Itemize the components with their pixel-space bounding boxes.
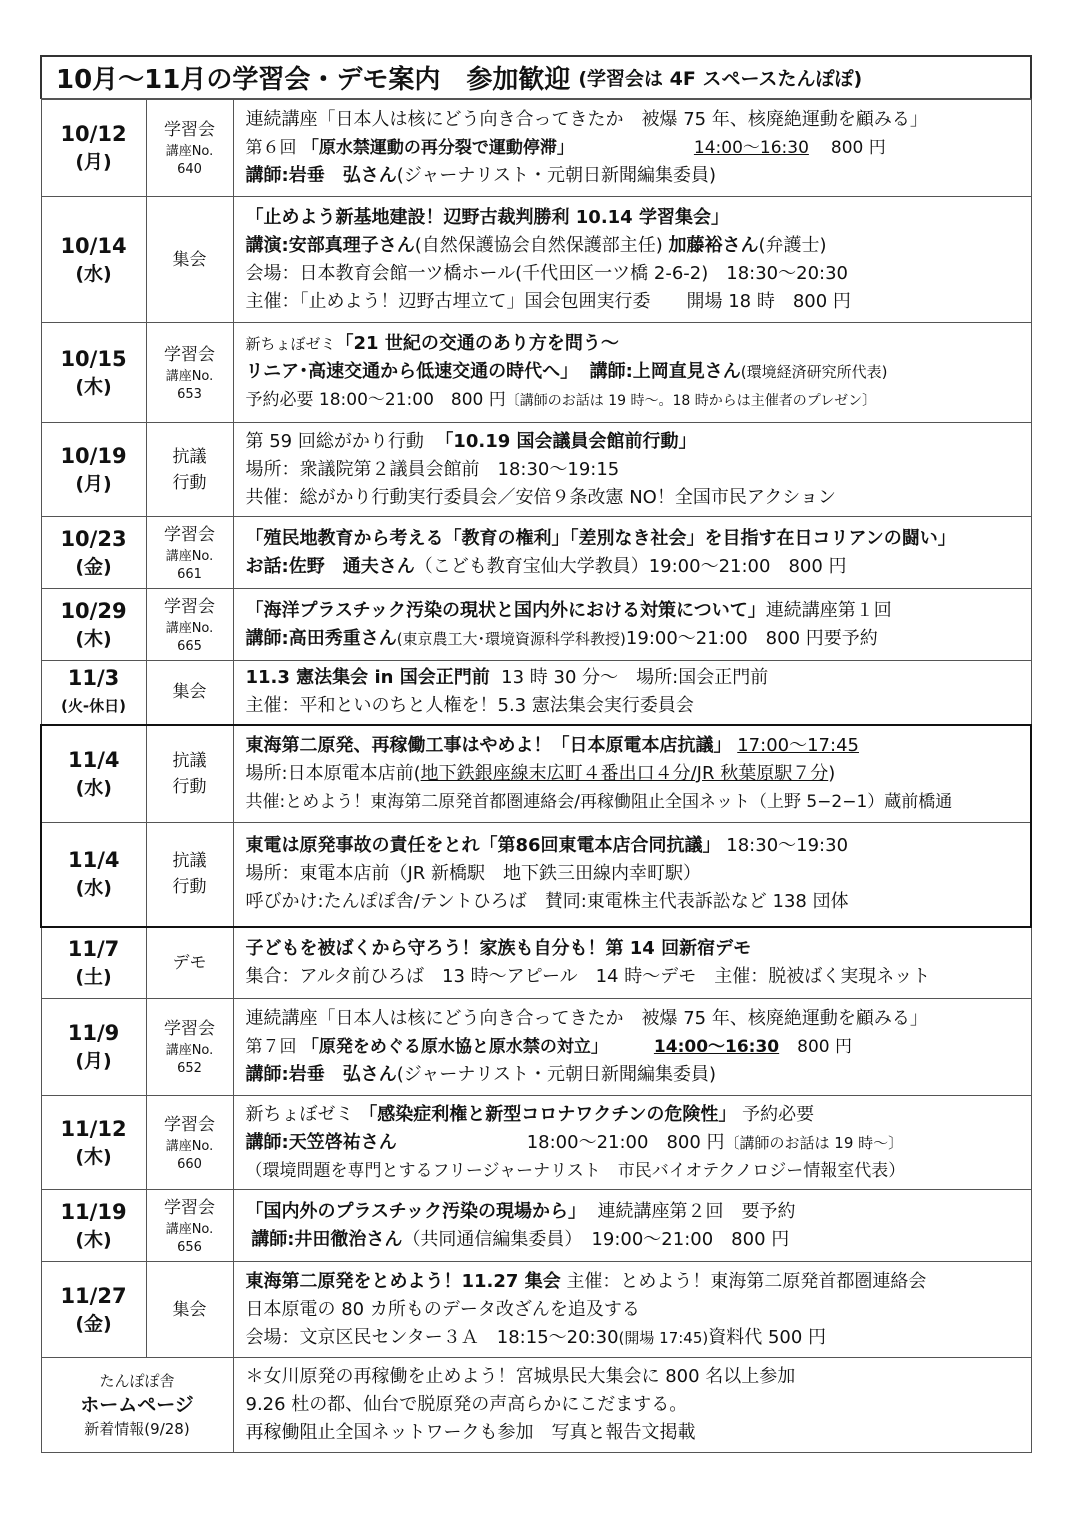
- event-details: 新ちょぼゼミ 「感染症利権と新型コロナワクチンの危険性」 予約必要 講師:天笠啓祐さん 18:00～21:00 800 円〔講師のお話は 19 時～〕 （環境問題を専門とするフリージャーナリスト 市民バイオテクノロジー情報室代表）: [233, 1096, 1031, 1190]
- event-type: デモ: [146, 927, 233, 999]
- event-details: 東海第二原発、再稼働工事はやめよ！「日本原電本店抗議」 17:00～17:45 場所:日本原電本店前(地下鉄銀座線末広町４番出口４分/JR 秋葉原駅７分) 共催:とめよう！東海第二原発首都圏連絡会/再稼働阻止全国ネット（上野 5−2−1）蔵前橋通: [233, 725, 1031, 823]
- event-date: 11/27 (金): [41, 1262, 146, 1358]
- event-date: 10/14 (水): [41, 197, 146, 323]
- org-name: たんぽぽ舎: [99, 1372, 175, 1390]
- event-type: 学習会 講座No. 652: [146, 999, 233, 1096]
- event-date: 11/4 (水): [41, 725, 146, 823]
- event-details: 東海第二原発をとめよう！11.27 集会 主催：とめよう！東海第二原発首都圏連絡会 日本原電の 80 カ所ものデータ改ざんを追及する 会場：文京区民センター３Ａ 18:15～20:30(開場 17:45)資料代 500 円: [233, 1262, 1031, 1358]
- event-table: [40, 99, 1032, 1453]
- event-details: 「海洋プラスチック汚染の現状と国内外における対策について」連続講座第１回 講師:高田秀重さん(東京農工大･環境資源科学科教授)19:00～21:00 800 円要予約: [233, 589, 1031, 661]
- event-details: 東電は原発事故の責任をとれ「第86回東電本店合同抗議」 18:30～19:30 場所：東電本店前（JR 新橋駅 地下鉄三田線内幸町駅） 呼びかけ:たんぽぽ舎/テントひろば 賛同:東電株主代表訴訟など 138 団体: [233, 823, 1031, 927]
- event-row: [41, 1190, 1031, 1262]
- event-type: 集会: [146, 661, 233, 725]
- event-type: 学習会 講座No. 653: [146, 323, 233, 423]
- event-date: 10/19 (月): [41, 423, 146, 517]
- event-details: 連続講座「日本人は核にどう向き合ってきたか 被爆 75 年、核廃絶運動を顧みる」 第６回 「原水禁運動の再分裂で運動停滞」 14:00～16:30 800 円 講師:岩垂 弘さん(ジャーナリスト・元朝日新聞編集委員): [233, 100, 1031, 197]
- event-details: 第 59 回総がかり行動 「10.19 国会議員会館前行動」 場所：衆議院第２議員会館前 18:30～19:15 共催：総がかり行動実行委員会／安倍９条改憲 NO！全国市民アクション: [233, 423, 1031, 517]
- event-row: [41, 517, 1031, 589]
- event-type: 集会: [146, 1262, 233, 1358]
- event-details: 連続講座「日本人は核にどう向き合ってきたか 被爆 75 年、核廃絶運動を顧みる」 第７回 「原発をめぐる原水協と原水禁の対立」 14:00～16:30 800 円 講師:岩垂 弘さん(ジャーナリスト・元朝日新聞編集委員): [233, 999, 1031, 1096]
- event-type: 抗議 行動: [146, 725, 233, 823]
- event-type: 学習会 講座No. 656: [146, 1190, 233, 1262]
- event-type: 学習会 講座No. 665: [146, 589, 233, 661]
- title-subtitle: (学習会は 4F スペースたんぽぽ): [578, 68, 863, 90]
- event-row: [41, 100, 1031, 197]
- event-row: [41, 661, 1031, 725]
- news-details: ＊女川原発の再稼働を止めよう！宮城県民大集会に 800 名以上参加 9.26 杜の都、仙台で脱原発の声高らかにこだまする。 再稼働阻止全国ネットワークも参加 写真と報告文掲載: [233, 1358, 1031, 1453]
- event-details: 「国内外のプラスチック汚染の現場から」 連続講座第２回 要予約 講師:井田徹治さん（共同通信編集委員） 19:00～21:00 800 円: [233, 1190, 1031, 1262]
- event-type: 抗議 行動: [146, 823, 233, 927]
- page-title: [40, 55, 1032, 99]
- event-row: [41, 999, 1031, 1096]
- event-date: 10/29 (木): [41, 589, 146, 661]
- event-details: 「止めよう新基地建設！辺野古裁判勝利 10.14 学習集会」 講演:安部真理子さん(自然保護協会自然保護部主任) 加藤裕さん(弁護士) 会場：日本教育会館一ツ橋ホール(千代田区一ツ橋 2-6-2) 18:30～20:30 主催：「止めよう！辺野古埋立て」国会包囲実行委 開場 18 時 800 円: [233, 197, 1031, 323]
- event-type: 集会: [146, 197, 233, 323]
- footer-row: [41, 1358, 1031, 1453]
- event-row: [41, 1096, 1031, 1190]
- event-row: [41, 323, 1031, 423]
- event-date: 11/9 (月): [41, 999, 146, 1096]
- event-details: 新ちょぼゼミ「21 世紀の交通のあり方を問う～ リニア･高速交通から低速交通の時代へ」 講師:上岡直見さん(環境経済研究所代表) 予約必要 18:00～21:00 800 円〔講師のお話は 19 時～。18 時からは主催者のプレゼン〕: [233, 323, 1031, 423]
- event-date: 11/12 (木): [41, 1096, 146, 1190]
- event-row: [41, 927, 1031, 999]
- event-row: [41, 725, 1031, 823]
- event-date: 10/23 (金): [41, 517, 146, 589]
- event-sheet: [40, 55, 1032, 1453]
- homepage-box[interactable]: [41, 1358, 233, 1453]
- event-row: [41, 823, 1031, 927]
- event-row: [41, 589, 1031, 661]
- event-date: 10/15 (木): [41, 323, 146, 423]
- event-type: 学習会 講座No. 661: [146, 517, 233, 589]
- event-date: 11/3 (火-休日): [41, 661, 146, 725]
- news-label: 新着情報(9/28): [84, 1420, 190, 1438]
- event-type: 学習会 講座No. 640: [146, 100, 233, 197]
- event-date: 11/4 (水): [41, 823, 146, 927]
- event-date: 11/19 (木): [41, 1190, 146, 1262]
- event-type: 抗議 行動: [146, 423, 233, 517]
- homepage-link[interactable]: ホームページ: [80, 1394, 194, 1416]
- event-details: 11.3 憲法集会 in 国会正門前 13 時 30 分～ 場所:国会正門前 主催：平和といのちと人権を！5.3 憲法集会実行委員会: [233, 661, 1031, 725]
- event-details: 子どもを被ばくから守ろう！家族も自分も！第 14 回新宿デモ 集合：アルタ前ひろば 13 時～アピール 14 時～デモ 主催：脱被ばく実現ネット: [233, 927, 1031, 999]
- event-row: [41, 1262, 1031, 1358]
- title-main: 10月～11月の学習会・デモ案内 参加歓迎: [56, 65, 571, 95]
- event-row: [41, 197, 1031, 323]
- event-date: 11/7 (土): [41, 927, 146, 999]
- event-type: 学習会 講座No. 660: [146, 1096, 233, 1190]
- event-details: 「殖民地教育から考える「教育の権利」「差別なき社会」を目指す在日コリアンの闘い」 お話:佐野 通夫さん（こども教育宝仙大学教員）19:00～21:00 800 円: [233, 517, 1031, 589]
- event-date: 10/12 (月): [41, 100, 146, 197]
- event-row: [41, 423, 1031, 517]
